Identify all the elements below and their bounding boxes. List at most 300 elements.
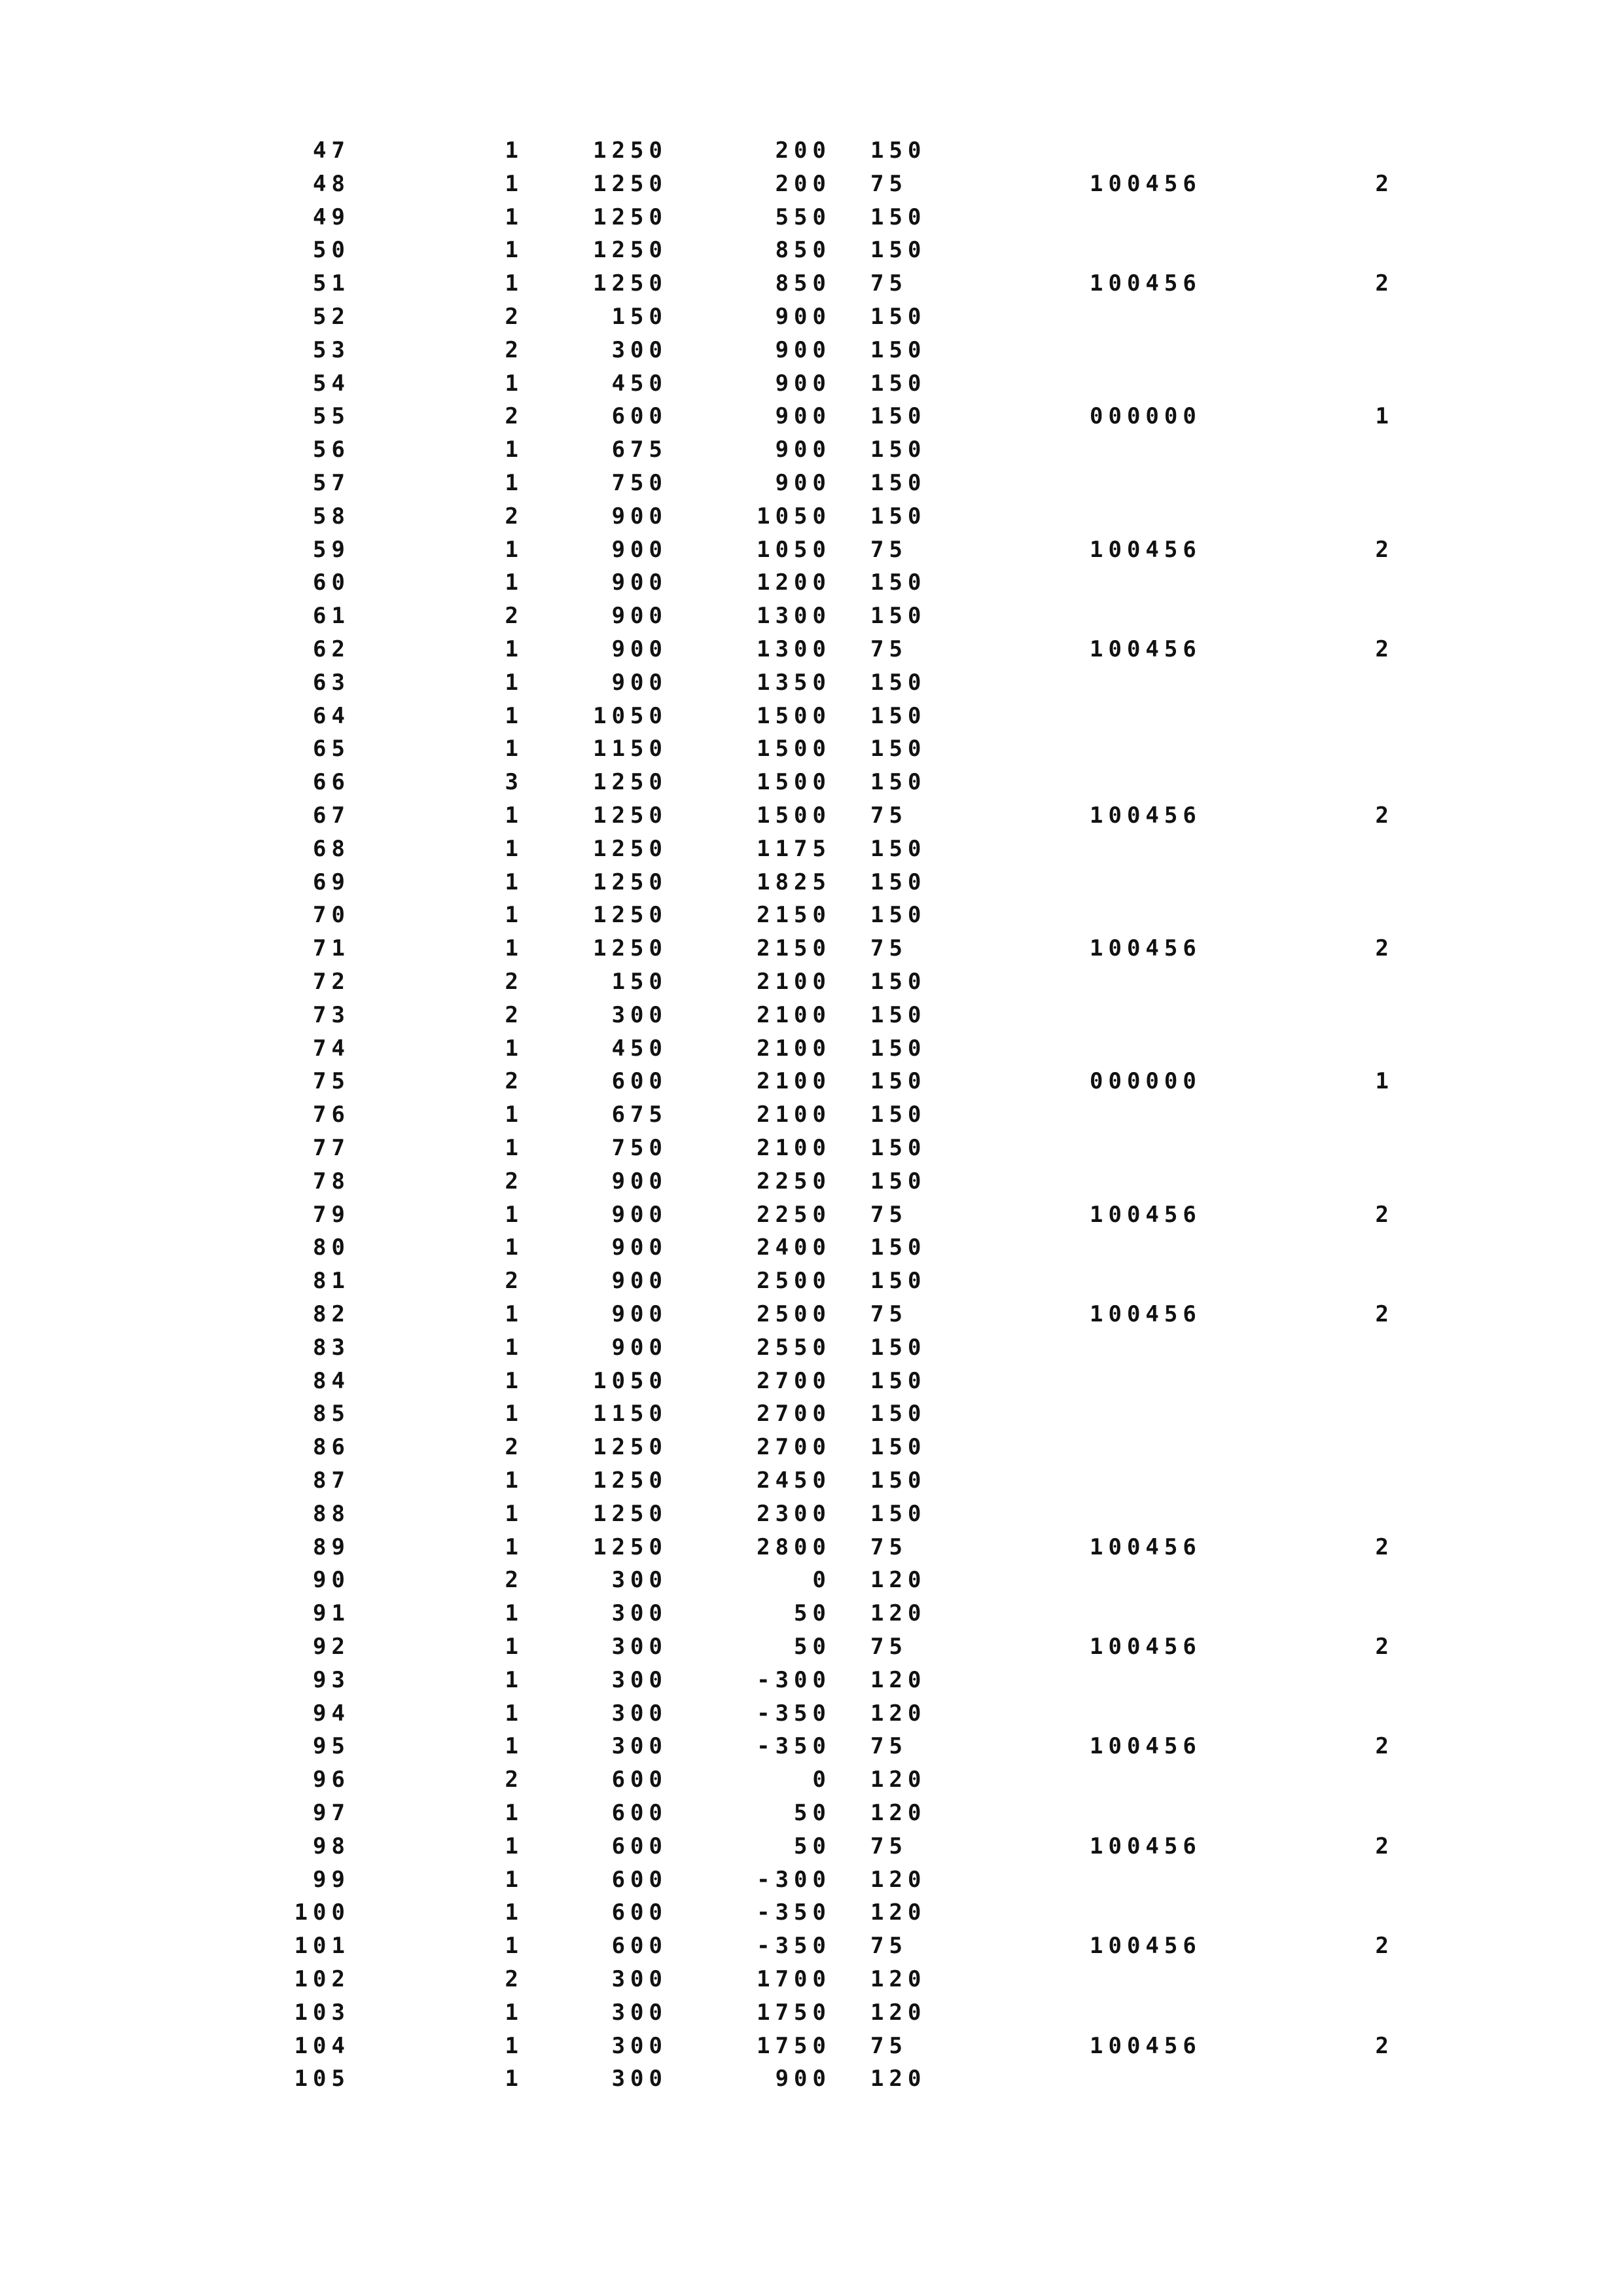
- record-number-cell: 62: [313, 636, 350, 662]
- size-value-cell: 150: [870, 137, 927, 164]
- size-value-cell: 150: [870, 470, 927, 496]
- type-code-cell: 2: [505, 1068, 524, 1095]
- flag-value-cell: [1355, 732, 1394, 765]
- type-code-cell: 2: [505, 403, 524, 430]
- x-value-cell: 600: [611, 1866, 668, 1893]
- size-value-cell: 75: [870, 170, 908, 197]
- flag-value-cell: [1355, 899, 1394, 931]
- code-value-cell: [1090, 999, 1240, 1031]
- y-value-cell: 2100: [757, 1035, 831, 1062]
- code-value-cell: [1090, 899, 1240, 931]
- flag-value-cell: [1355, 1032, 1394, 1065]
- code-value-cell: [1090, 833, 1240, 865]
- y-value-cell: 2450: [757, 1467, 831, 1494]
- x-value-cell: 1050: [593, 702, 668, 729]
- flag-value-cell: 2: [1375, 1933, 1394, 1960]
- flag-value-cell: [1355, 965, 1394, 998]
- flag-value-cell: 2: [1375, 1833, 1394, 1859]
- flag-value-cell: [1355, 1365, 1394, 1397]
- size-value-cell: 150: [870, 835, 927, 862]
- code-value-cell: [1090, 1397, 1240, 1430]
- code-value-cell: [1090, 500, 1240, 533]
- type-code-cell: 1: [505, 1534, 524, 1560]
- code-value-cell: 000000: [1090, 1068, 1202, 1095]
- flag-value-cell: 1: [1375, 403, 1394, 430]
- code-value-cell: [1090, 1697, 1240, 1730]
- table-row: [0, 1730, 1623, 1763]
- flag-value-cell: [1355, 1397, 1394, 1430]
- size-value-cell: 120: [870, 1567, 927, 1594]
- size-value-cell: 75: [870, 1534, 908, 1560]
- type-code-cell: 1: [505, 1401, 524, 1427]
- size-value-cell: 120: [870, 1800, 927, 1826]
- flag-value-cell: [1355, 600, 1394, 632]
- type-code-cell: 1: [505, 470, 524, 496]
- flag-value-cell: 2: [1375, 1301, 1394, 1327]
- type-code-cell: 1: [505, 1500, 524, 1527]
- type-code-cell: 1: [505, 1600, 524, 1627]
- type-code-cell: 1: [505, 1999, 524, 2026]
- x-value-cell: 1050: [593, 1367, 668, 1394]
- size-value-cell: 120: [870, 1700, 927, 1727]
- code-value-cell: 100456: [1090, 536, 1202, 563]
- type-code-cell: 1: [505, 1866, 524, 1893]
- size-value-cell: 75: [870, 1634, 908, 1660]
- x-value-cell: 1250: [593, 237, 668, 264]
- table-row: [0, 1198, 1623, 1231]
- flag-value-cell: [1355, 1797, 1394, 1829]
- table-row: [0, 533, 1623, 566]
- code-value-cell: [1090, 600, 1240, 632]
- code-value-cell: 100456: [1090, 270, 1202, 297]
- size-value-cell: 150: [870, 1234, 927, 1261]
- type-code-cell: 1: [505, 1933, 524, 1960]
- table-row: [0, 1365, 1623, 1397]
- code-value-cell: [1090, 1265, 1240, 1297]
- code-value-cell: [1090, 1365, 1240, 1397]
- y-value-cell: 1500: [757, 769, 831, 796]
- table-row: [0, 467, 1623, 499]
- size-value-cell: 150: [870, 304, 927, 330]
- size-value-cell: 150: [870, 1500, 927, 1527]
- x-value-cell: 900: [611, 569, 668, 596]
- y-value-cell: 1750: [757, 1999, 831, 2026]
- size-value-cell: 120: [870, 1767, 927, 1793]
- y-value-cell: 2100: [757, 1001, 831, 1028]
- record-number-cell: 56: [313, 437, 350, 463]
- flag-value-cell: [1355, 666, 1394, 699]
- size-value-cell: 150: [870, 336, 927, 363]
- type-code-cell: 1: [505, 2066, 524, 2092]
- code-value-cell: [1090, 134, 1240, 167]
- size-value-cell: 75: [870, 1833, 908, 1859]
- table-row: [0, 666, 1623, 699]
- record-number-cell: 66: [313, 769, 350, 796]
- type-code-cell: 1: [505, 1301, 524, 1327]
- code-value-cell: [1090, 1996, 1240, 2029]
- table-row: [0, 1896, 1623, 1929]
- table-row: [0, 766, 1623, 798]
- flag-value-cell: [1355, 700, 1394, 732]
- code-value-cell: [1090, 433, 1240, 466]
- code-value-cell: 100456: [1090, 2032, 1202, 2059]
- table-row: [0, 400, 1623, 433]
- record-number-cell: 103: [294, 1999, 350, 2026]
- size-value-cell: 150: [870, 1068, 927, 1095]
- y-value-cell: 50: [794, 1833, 831, 1859]
- y-value-cell: 900: [775, 2066, 831, 2092]
- x-value-cell: 1250: [593, 1534, 668, 1560]
- y-value-cell: 1500: [757, 736, 831, 762]
- flag-value-cell: [1355, 1165, 1394, 1198]
- y-value-cell: 2250: [757, 1168, 831, 1194]
- x-value-cell: 900: [611, 1168, 668, 1194]
- size-value-cell: 150: [870, 1334, 927, 1361]
- y-value-cell: 850: [775, 237, 831, 264]
- code-value-cell: [1090, 300, 1240, 333]
- y-value-cell: 2150: [757, 902, 831, 929]
- y-value-cell: -300: [757, 1666, 831, 1693]
- type-code-cell: 1: [505, 1800, 524, 1826]
- flag-value-cell: 2: [1375, 935, 1394, 962]
- code-value-cell: [1090, 965, 1240, 998]
- record-number-cell: 60: [313, 569, 350, 596]
- record-number-cell: 99: [313, 1866, 350, 1893]
- type-code-cell: 1: [505, 636, 524, 662]
- type-code-cell: 1: [505, 137, 524, 164]
- flag-value-cell: [1355, 1697, 1394, 1730]
- size-value-cell: 120: [870, 1899, 927, 1926]
- size-value-cell: 120: [870, 1966, 927, 1992]
- flag-value-cell: [1355, 1098, 1394, 1131]
- size-value-cell: 150: [870, 1367, 927, 1394]
- record-number-cell: 68: [313, 835, 350, 862]
- y-value-cell: 1300: [757, 603, 831, 630]
- y-value-cell: 550: [775, 204, 831, 230]
- code-value-cell: 000000: [1090, 403, 1202, 430]
- table-row: [0, 1132, 1623, 1164]
- y-value-cell: 1175: [757, 835, 831, 862]
- flag-value-cell: 2: [1375, 270, 1394, 297]
- code-value-cell: [1090, 1098, 1240, 1131]
- size-value-cell: 150: [870, 669, 927, 696]
- code-value-cell: [1090, 866, 1240, 899]
- x-value-cell: 1250: [593, 902, 668, 929]
- table-row: [0, 1597, 1623, 1630]
- y-value-cell: 1500: [757, 702, 831, 729]
- table-row: [0, 1231, 1623, 1264]
- size-value-cell: 75: [870, 1733, 908, 1760]
- x-value-cell: 1250: [593, 802, 668, 829]
- type-code-cell: 1: [505, 2032, 524, 2059]
- record-number-cell: 63: [313, 669, 350, 696]
- table-row: [0, 833, 1623, 865]
- code-value-cell: 100456: [1090, 1301, 1202, 1327]
- table-row: [0, 201, 1623, 234]
- table-row: [0, 1397, 1623, 1430]
- table-row: [0, 2062, 1623, 2095]
- table-row: [0, 1265, 1623, 1297]
- flag-value-cell: [1355, 1265, 1394, 1297]
- size-value-cell: 150: [870, 1102, 927, 1128]
- type-code-cell: 2: [505, 603, 524, 630]
- record-number-cell: 100: [294, 1899, 350, 1926]
- record-number-cell: 70: [313, 902, 350, 929]
- flag-value-cell: 1: [1375, 1068, 1394, 1095]
- x-value-cell: 900: [611, 603, 668, 630]
- y-value-cell: 2250: [757, 1201, 831, 1228]
- x-value-cell: 450: [611, 370, 668, 397]
- y-value-cell: 2400: [757, 1234, 831, 1261]
- code-value-cell: [1090, 1032, 1240, 1065]
- y-value-cell: 2550: [757, 1334, 831, 1361]
- x-value-cell: 600: [611, 1767, 668, 1793]
- type-code-cell: 1: [505, 736, 524, 762]
- type-code-cell: 1: [505, 370, 524, 397]
- y-value-cell: 2300: [757, 1500, 831, 1527]
- table-row: [0, 1797, 1623, 1829]
- record-number-cell: 61: [313, 603, 350, 630]
- flag-value-cell: [1355, 1231, 1394, 1264]
- x-value-cell: 300: [611, 1567, 668, 1594]
- type-code-cell: 1: [505, 869, 524, 895]
- record-number-cell: 80: [313, 1234, 350, 1261]
- record-number-cell: 93: [313, 1666, 350, 1693]
- record-number-cell: 73: [313, 1001, 350, 1028]
- size-value-cell: 150: [870, 603, 927, 630]
- type-code-cell: 1: [505, 1666, 524, 1693]
- flag-value-cell: 2: [1375, 802, 1394, 829]
- type-code-cell: 1: [505, 935, 524, 962]
- y-value-cell: 1500: [757, 802, 831, 829]
- code-value-cell: [1090, 1431, 1240, 1463]
- record-number-cell: 83: [313, 1334, 350, 1361]
- code-value-cell: [1090, 1132, 1240, 1164]
- size-value-cell: 150: [870, 503, 927, 529]
- x-value-cell: 900: [611, 1268, 668, 1295]
- table-row: [0, 999, 1623, 1031]
- table-row: [0, 168, 1623, 200]
- flag-value-cell: [1355, 367, 1394, 400]
- record-number-cell: 88: [313, 1500, 350, 1527]
- code-value-cell: [1090, 666, 1240, 699]
- x-value-cell: 600: [611, 1833, 668, 1859]
- x-value-cell: 900: [611, 536, 668, 563]
- y-value-cell: 1700: [757, 1966, 831, 1992]
- flag-value-cell: [1355, 300, 1394, 333]
- flag-value-cell: [1355, 1331, 1394, 1364]
- x-value-cell: 900: [611, 1201, 668, 1228]
- type-code-cell: 1: [505, 1467, 524, 1494]
- code-value-cell: [1090, 1597, 1240, 1630]
- type-code-cell: 2: [505, 1268, 524, 1295]
- record-number-cell: 59: [313, 536, 350, 563]
- flag-value-cell: [1355, 1132, 1394, 1164]
- y-value-cell: 50: [794, 1800, 831, 1826]
- size-value-cell: 75: [870, 636, 908, 662]
- type-code-cell: 1: [505, 1700, 524, 1727]
- size-value-cell: 150: [870, 1168, 927, 1194]
- record-number-cell: 57: [313, 470, 350, 496]
- record-number-cell: 67: [313, 802, 350, 829]
- flag-value-cell: [1355, 1896, 1394, 1929]
- x-value-cell: 600: [611, 403, 668, 430]
- type-code-cell: 2: [505, 1434, 524, 1461]
- table-row: [0, 932, 1623, 965]
- size-value-cell: 120: [870, 1666, 927, 1693]
- y-value-cell: 200: [775, 170, 831, 197]
- flag-value-cell: [1355, 500, 1394, 533]
- table-row: [0, 1331, 1623, 1364]
- size-value-cell: 150: [870, 1135, 927, 1161]
- y-value-cell: 2700: [757, 1367, 831, 1394]
- table-row: [0, 1830, 1623, 1863]
- code-value-cell: [1090, 1331, 1240, 1364]
- table-row: [0, 1464, 1623, 1497]
- type-code-cell: 1: [505, 669, 524, 696]
- y-value-cell: 200: [775, 137, 831, 164]
- code-value-cell: [1090, 1963, 1240, 1996]
- flag-value-cell: [1355, 1963, 1394, 1996]
- record-number-cell: 58: [313, 503, 350, 529]
- code-value-cell: 100456: [1090, 935, 1202, 962]
- size-value-cell: 150: [870, 736, 927, 762]
- record-number-cell: 77: [313, 1135, 350, 1161]
- record-number-cell: 98: [313, 1833, 350, 1859]
- flag-value-cell: [1355, 134, 1394, 167]
- x-value-cell: 600: [611, 1933, 668, 1960]
- code-value-cell: 100456: [1090, 1201, 1202, 1228]
- x-value-cell: 900: [611, 636, 668, 662]
- flag-value-cell: 2: [1375, 1534, 1394, 1560]
- y-value-cell: 2500: [757, 1268, 831, 1295]
- table-row: [0, 1564, 1623, 1596]
- x-value-cell: 1250: [593, 137, 668, 164]
- flag-value-cell: [1355, 467, 1394, 499]
- code-value-cell: [1090, 467, 1240, 499]
- flag-value-cell: [1355, 1431, 1394, 1463]
- code-value-cell: [1090, 1863, 1240, 1896]
- record-number-cell: 85: [313, 1401, 350, 1427]
- y-value-cell: 50: [794, 1634, 831, 1660]
- x-value-cell: 1250: [593, 869, 668, 895]
- flag-value-cell: 2: [1375, 1733, 1394, 1760]
- y-value-cell: 2100: [757, 1102, 831, 1128]
- y-value-cell: 900: [775, 470, 831, 496]
- record-number-cell: 78: [313, 1168, 350, 1194]
- size-value-cell: 75: [870, 1301, 908, 1327]
- table-row: [0, 2030, 1623, 2062]
- record-number-cell: 71: [313, 935, 350, 962]
- type-code-cell: 1: [505, 1135, 524, 1161]
- flag-value-cell: 2: [1375, 636, 1394, 662]
- flag-value-cell: 2: [1375, 1634, 1394, 1660]
- x-value-cell: 1150: [593, 736, 668, 762]
- type-code-cell: 1: [505, 204, 524, 230]
- x-value-cell: 600: [611, 1800, 668, 1826]
- table-row: [0, 1065, 1623, 1098]
- type-code-cell: 1: [505, 237, 524, 264]
- size-value-cell: 150: [870, 437, 927, 463]
- y-value-cell: 0: [812, 1567, 831, 1594]
- y-value-cell: -350: [757, 1733, 831, 1760]
- size-value-cell: 150: [870, 1035, 927, 1062]
- size-value-cell: 75: [870, 802, 908, 829]
- x-value-cell: 900: [611, 503, 668, 529]
- flag-value-cell: 2: [1375, 2032, 1394, 2059]
- type-code-cell: 2: [505, 969, 524, 995]
- flag-value-cell: 2: [1375, 1201, 1394, 1228]
- record-number-cell: 91: [313, 1600, 350, 1627]
- type-code-cell: 1: [505, 1634, 524, 1660]
- x-value-cell: 1250: [593, 270, 668, 297]
- x-value-cell: 150: [611, 304, 668, 330]
- code-value-cell: [1090, 1231, 1240, 1264]
- y-value-cell: 900: [775, 336, 831, 363]
- y-value-cell: 1825: [757, 869, 831, 895]
- flag-value-cell: [1355, 833, 1394, 865]
- size-value-cell: 150: [870, 702, 927, 729]
- type-code-cell: 1: [505, 1102, 524, 1128]
- x-value-cell: 900: [611, 669, 668, 696]
- x-value-cell: 600: [611, 1068, 668, 1095]
- size-value-cell: 150: [870, 204, 927, 230]
- table-row: [0, 866, 1623, 899]
- flag-value-cell: [1355, 766, 1394, 798]
- x-value-cell: 750: [611, 470, 668, 496]
- code-value-cell: [1090, 1763, 1240, 1796]
- y-value-cell: 2700: [757, 1401, 831, 1427]
- flag-value-cell: [1355, 1564, 1394, 1596]
- flag-value-cell: [1355, 1597, 1394, 1630]
- code-value-cell: [1090, 1165, 1240, 1198]
- x-value-cell: 300: [611, 2066, 668, 2092]
- y-value-cell: -350: [757, 1899, 831, 1926]
- x-value-cell: 900: [611, 1301, 668, 1327]
- code-value-cell: [1090, 732, 1240, 765]
- record-number-cell: 74: [313, 1035, 350, 1062]
- x-value-cell: 300: [611, 1733, 668, 1760]
- record-number-cell: 54: [313, 370, 350, 397]
- record-number-cell: 104: [294, 2032, 350, 2059]
- table-row: [0, 433, 1623, 466]
- size-value-cell: 120: [870, 1866, 927, 1893]
- flag-value-cell: [1355, 999, 1394, 1031]
- table-row: [0, 633, 1623, 666]
- x-value-cell: 1250: [593, 769, 668, 796]
- record-number-cell: 90: [313, 1567, 350, 1594]
- table-row: [0, 500, 1623, 533]
- x-value-cell: 750: [611, 1135, 668, 1161]
- y-value-cell: -300: [757, 1866, 831, 1893]
- x-value-cell: 300: [611, 336, 668, 363]
- x-value-cell: 600: [611, 1899, 668, 1926]
- type-code-cell: 2: [505, 1168, 524, 1194]
- type-code-cell: 1: [505, 835, 524, 862]
- y-value-cell: 1350: [757, 669, 831, 696]
- y-value-cell: 900: [775, 403, 831, 430]
- type-code-cell: 2: [505, 336, 524, 363]
- size-value-cell: 150: [870, 569, 927, 596]
- type-code-cell: 1: [505, 1899, 524, 1926]
- table-row: [0, 1763, 1623, 1796]
- size-value-cell: 120: [870, 1600, 927, 1627]
- flag-value-cell: [1355, 866, 1394, 899]
- record-number-cell: 95: [313, 1733, 350, 1760]
- table-row: [0, 134, 1623, 167]
- record-number-cell: 49: [313, 204, 350, 230]
- y-value-cell: 1050: [757, 503, 831, 529]
